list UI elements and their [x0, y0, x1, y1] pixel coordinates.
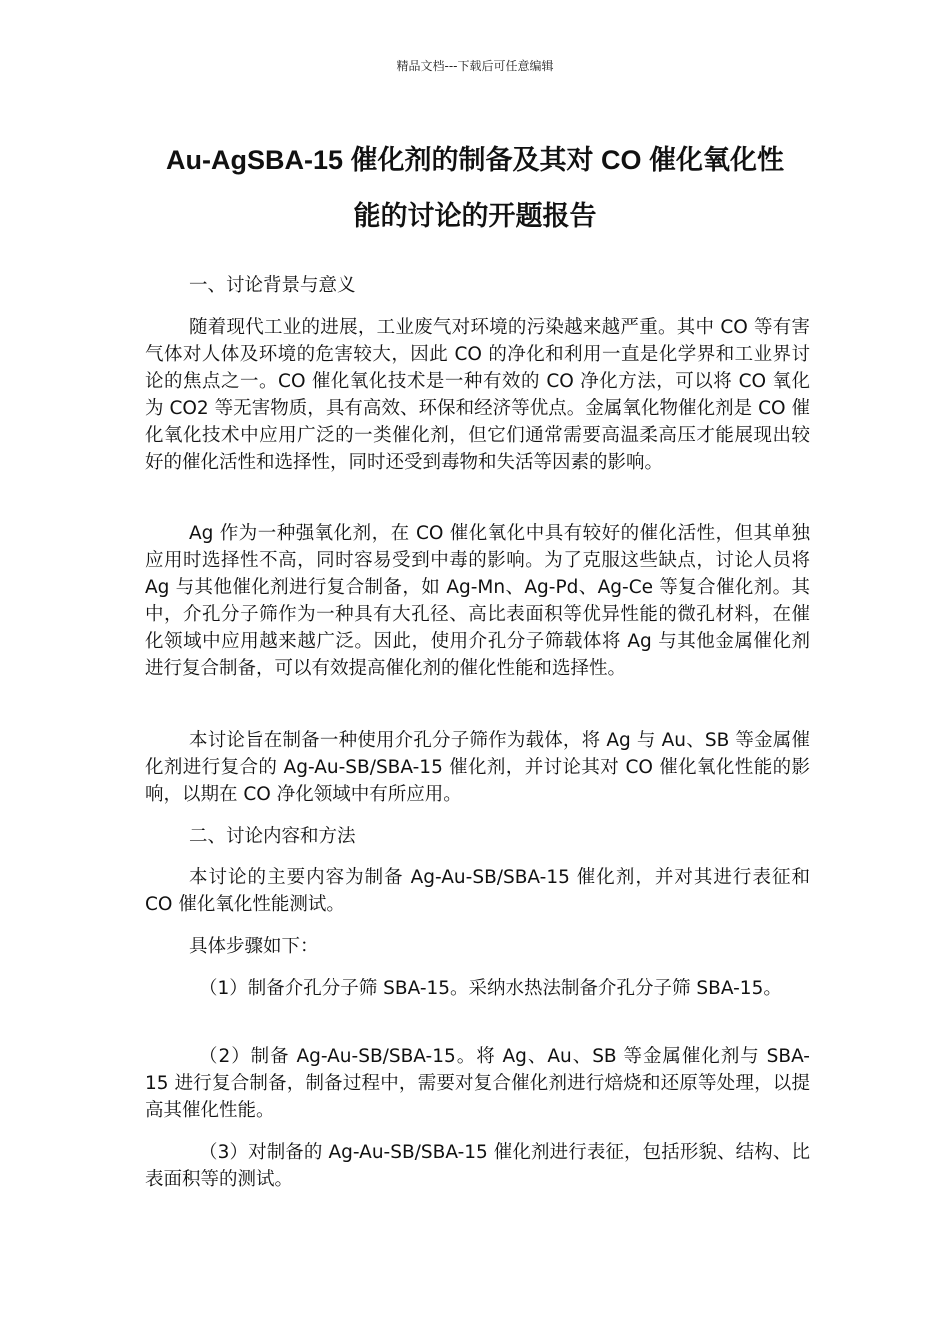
step-3: （3）对制备的 Ag-Au-SB/SBA-15 催化剂进行表征，包括形貌、结构、比表面积等的测试。 — [145, 1142, 810, 1190]
paragraph-ag-catalyst: Ag 作为一种强氧化剂，在 CO 催化氧化中具有较好的催化活性，但其单独应用时选择性不高，同时容易受到中毒的影响。为了克服这些缺点，讨论人员将 Ag 与其他催化剂进行复合制备，如 Ag-Mn、Ag-Pd、Ag-Ce 等复合催化剂。其中，介孔分子筛作为一种具有大孔径、高比表面积等优异性能的微孔材料，在催化领域中应用越来越广泛。因此，使用介孔分子筛载体将 Ag 与其他金属催化剂进行复合制备，可以有效提高催化剂的催化性能和选择性。 — [145, 523, 810, 679]
section-2-heading: 二、讨论内容和方法 — [189, 826, 356, 847]
step-1: （1）制备介孔分子筛 SBA-15。采纳水热法制备介孔分子筛 SBA-15。 — [199, 978, 782, 999]
paragraph-background: 随着现代工业的进展，工业废气对环境的污染越来越严重。其中 CO 等有害气体对人体及环境的危害较大，因此 CO 的净化和利用一直是化学界和工业界讨论的焦点之一。CO 催化氧化技术是一种有效的 CO 净化方法，可以将 CO 氧化为 CO2 等无害物质，具有高效、环保和经济等优点。金属氧化物催化剂是 CO 催化氧化技术中应用广泛的一类催化剂，但它们通常需要高温柔高压才能展现出较好的催化活性和选择性，同时还受到毒物和失活等因素的影响。 — [145, 317, 810, 473]
title-line-1: Au-AgSBA-15 催化剂的制备及其对 CO 催化氧化性 — [165, 145, 784, 175]
document-title — [120, 132, 830, 244]
step-2: （2）制备 Ag-Au-SB/SBA-15。将 Ag、Au、SB 等金属催化剂与 SBA-15 进行复合制备，制备过程中，需要对复合催化剂进行焙烧和还原等处理，以提高其催化性能。 — [145, 1046, 810, 1121]
paragraph-steps-intro: 具体步骤如下： — [189, 936, 319, 957]
paragraph-main-content: 本讨论的主要内容为制备 Ag-Au-SB/SBA-15 催化剂，并对其进行表征和 CO 催化氧化性能测试。 — [145, 867, 810, 915]
section-1-heading: 一、讨论背景与意义 — [189, 275, 356, 296]
header-note: 精品文档---下载后可任意编辑 — [396, 59, 554, 73]
paragraph-research-aim: 本讨论旨在制备一种使用介孔分子筛作为载体，将 Ag 与 Au、SB 等金属催化剂进行复合的 Ag-Au-SB/SBA-15 催化剂，并讨论其对 CO 催化氧化性能的影响，以期在 CO 净化领域中有所应用。 — [145, 730, 810, 805]
title-line-2: 能的讨论的开题报告 — [353, 201, 597, 231]
